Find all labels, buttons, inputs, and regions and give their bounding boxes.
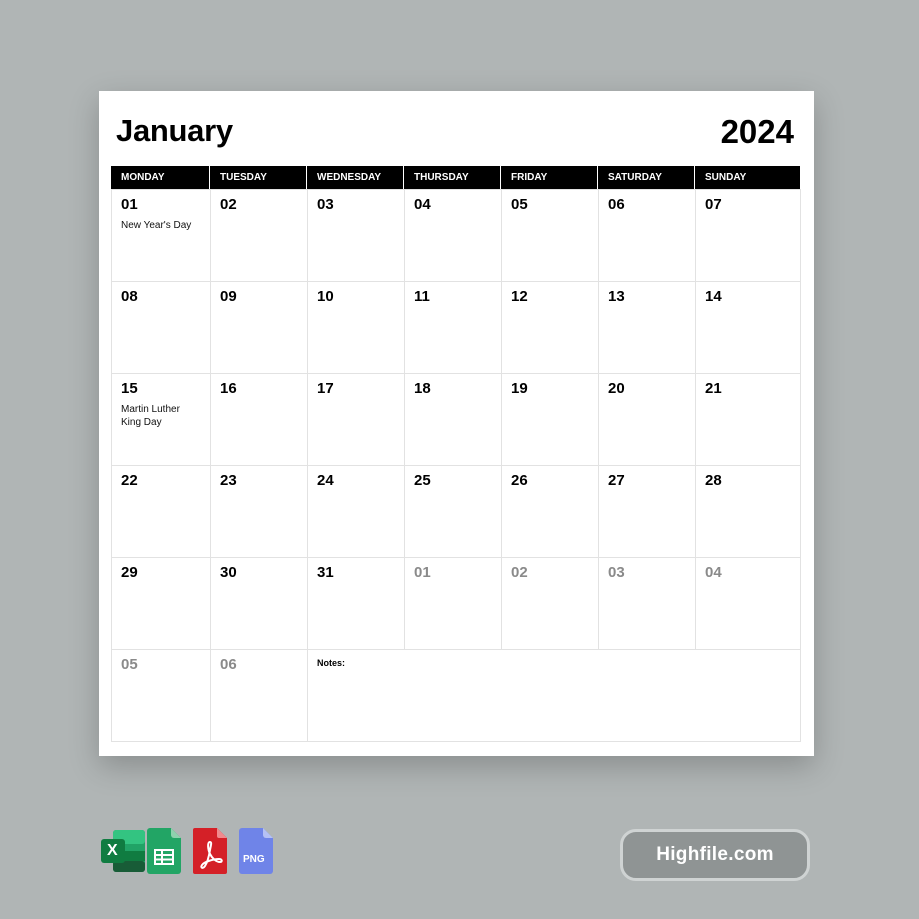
day-cell[interactable] [308, 466, 405, 558]
week-row [112, 282, 801, 374]
weekday-monday: MONDAY [111, 166, 210, 189]
day-cell[interactable] [502, 282, 599, 374]
week-row [112, 466, 801, 558]
day-cell[interactable] [599, 374, 696, 466]
day-number: 06 [220, 656, 237, 673]
day-cell[interactable] [696, 374, 801, 466]
day-cell[interactable] [599, 466, 696, 558]
day-cell[interactable] [502, 190, 599, 282]
day-cell[interactable] [211, 650, 308, 742]
day-cell[interactable] [599, 282, 696, 374]
weekday-saturday: SATURDAY [598, 166, 695, 189]
day-cell[interactable] [211, 190, 308, 282]
day-cell[interactable] [211, 466, 308, 558]
day-cell[interactable] [599, 190, 696, 282]
day-number: 07 [705, 196, 722, 213]
day-cell[interactable] [405, 190, 502, 282]
day-number: 03 [608, 564, 625, 581]
day-cell[interactable] [308, 190, 405, 282]
day-number: 26 [511, 472, 528, 489]
day-number: 04 [705, 564, 722, 581]
day-cell[interactable] [308, 374, 405, 466]
notes-label: Notes: [317, 658, 346, 668]
day-number: 01 [121, 196, 138, 213]
day-number: 19 [511, 380, 528, 397]
week-row [112, 558, 801, 650]
day-number: 24 [317, 472, 334, 489]
weekday-sunday: SUNDAY [705, 172, 747, 183]
day-cell[interactable] [112, 282, 211, 374]
day-number: 02 [220, 196, 237, 213]
weekday-tuesday: TUESDAY [210, 166, 307, 189]
png-icon[interactable] [239, 828, 273, 874]
day-cell[interactable] [211, 282, 308, 374]
weekday-friday: FRIDAY [501, 166, 598, 189]
day-number: 02 [511, 564, 528, 581]
day-cell[interactable] [405, 282, 502, 374]
day-number: 05 [511, 196, 528, 213]
brand-badge[interactable]: Highfile.com [620, 829, 810, 881]
sheets-icon[interactable] [147, 828, 181, 874]
day-number: 05 [121, 656, 138, 673]
year-title: 2024 [720, 113, 794, 150]
week-row [112, 190, 801, 282]
day-event: Martin Luther King Day [121, 404, 180, 428]
day-number: 31 [317, 564, 334, 581]
month-title: January [116, 113, 233, 148]
day-number: 25 [414, 472, 431, 489]
day-cell[interactable] [405, 558, 502, 650]
calendar-sheet [99, 91, 814, 756]
day-cell[interactable] [112, 558, 211, 650]
day-number: 04 [414, 196, 431, 213]
day-cell[interactable] [696, 558, 801, 650]
day-number: 13 [608, 288, 625, 305]
day-number: 20 [608, 380, 625, 397]
day-cell[interactable] [112, 466, 211, 558]
day-number: 28 [705, 472, 722, 489]
day-cell[interactable] [599, 558, 696, 650]
weekday-wednesday: WEDNESDAY [307, 166, 404, 189]
day-number: 16 [220, 380, 237, 397]
day-number: 27 [608, 472, 625, 489]
day-cell[interactable] [696, 282, 801, 374]
day-number: 09 [220, 288, 237, 305]
day-number: 30 [220, 564, 237, 581]
day-number: 06 [608, 196, 625, 213]
day-cell[interactable] [405, 466, 502, 558]
day-cell[interactable] [112, 650, 211, 742]
png-icon-label: PNG [243, 854, 265, 865]
day-cell[interactable] [308, 282, 405, 374]
day-cell[interactable] [112, 190, 211, 282]
day-cell[interactable] [696, 466, 801, 558]
weekday-thursday: THURSDAY [404, 166, 501, 189]
excel-icon[interactable] [101, 828, 135, 874]
day-number: 11 [414, 288, 430, 305]
day-cell[interactable] [502, 466, 599, 558]
day-number: 29 [121, 564, 138, 581]
day-cell[interactable] [308, 558, 405, 650]
day-cell[interactable] [502, 374, 599, 466]
day-cell[interactable] [502, 558, 599, 650]
week-row [112, 374, 801, 466]
day-event: New Year's Day [121, 220, 192, 231]
day-cell[interactable] [112, 374, 211, 466]
weekday-header [111, 166, 800, 189]
day-number: 17 [317, 380, 334, 397]
day-number: 18 [414, 380, 431, 397]
day-number: 01 [414, 564, 431, 581]
day-number: 14 [705, 288, 722, 305]
day-number: 23 [220, 472, 237, 489]
day-cell[interactable] [696, 190, 801, 282]
excel-icon-letter: X [107, 842, 118, 859]
day-cell[interactable] [405, 374, 502, 466]
day-number: 08 [121, 288, 138, 305]
pdf-icon[interactable] [193, 828, 227, 874]
day-number: 10 [317, 288, 334, 305]
day-number: 22 [121, 472, 138, 489]
day-number: 21 [705, 380, 722, 397]
week-row [112, 650, 801, 742]
calendar-grid [111, 189, 801, 742]
day-cell[interactable] [211, 558, 308, 650]
day-number: 03 [317, 196, 334, 213]
day-number: 15 [121, 380, 138, 397]
notes-area[interactable] [308, 650, 801, 742]
file-format-icons [101, 828, 273, 874]
day-cell[interactable] [211, 374, 308, 466]
day-number: 12 [511, 288, 528, 305]
